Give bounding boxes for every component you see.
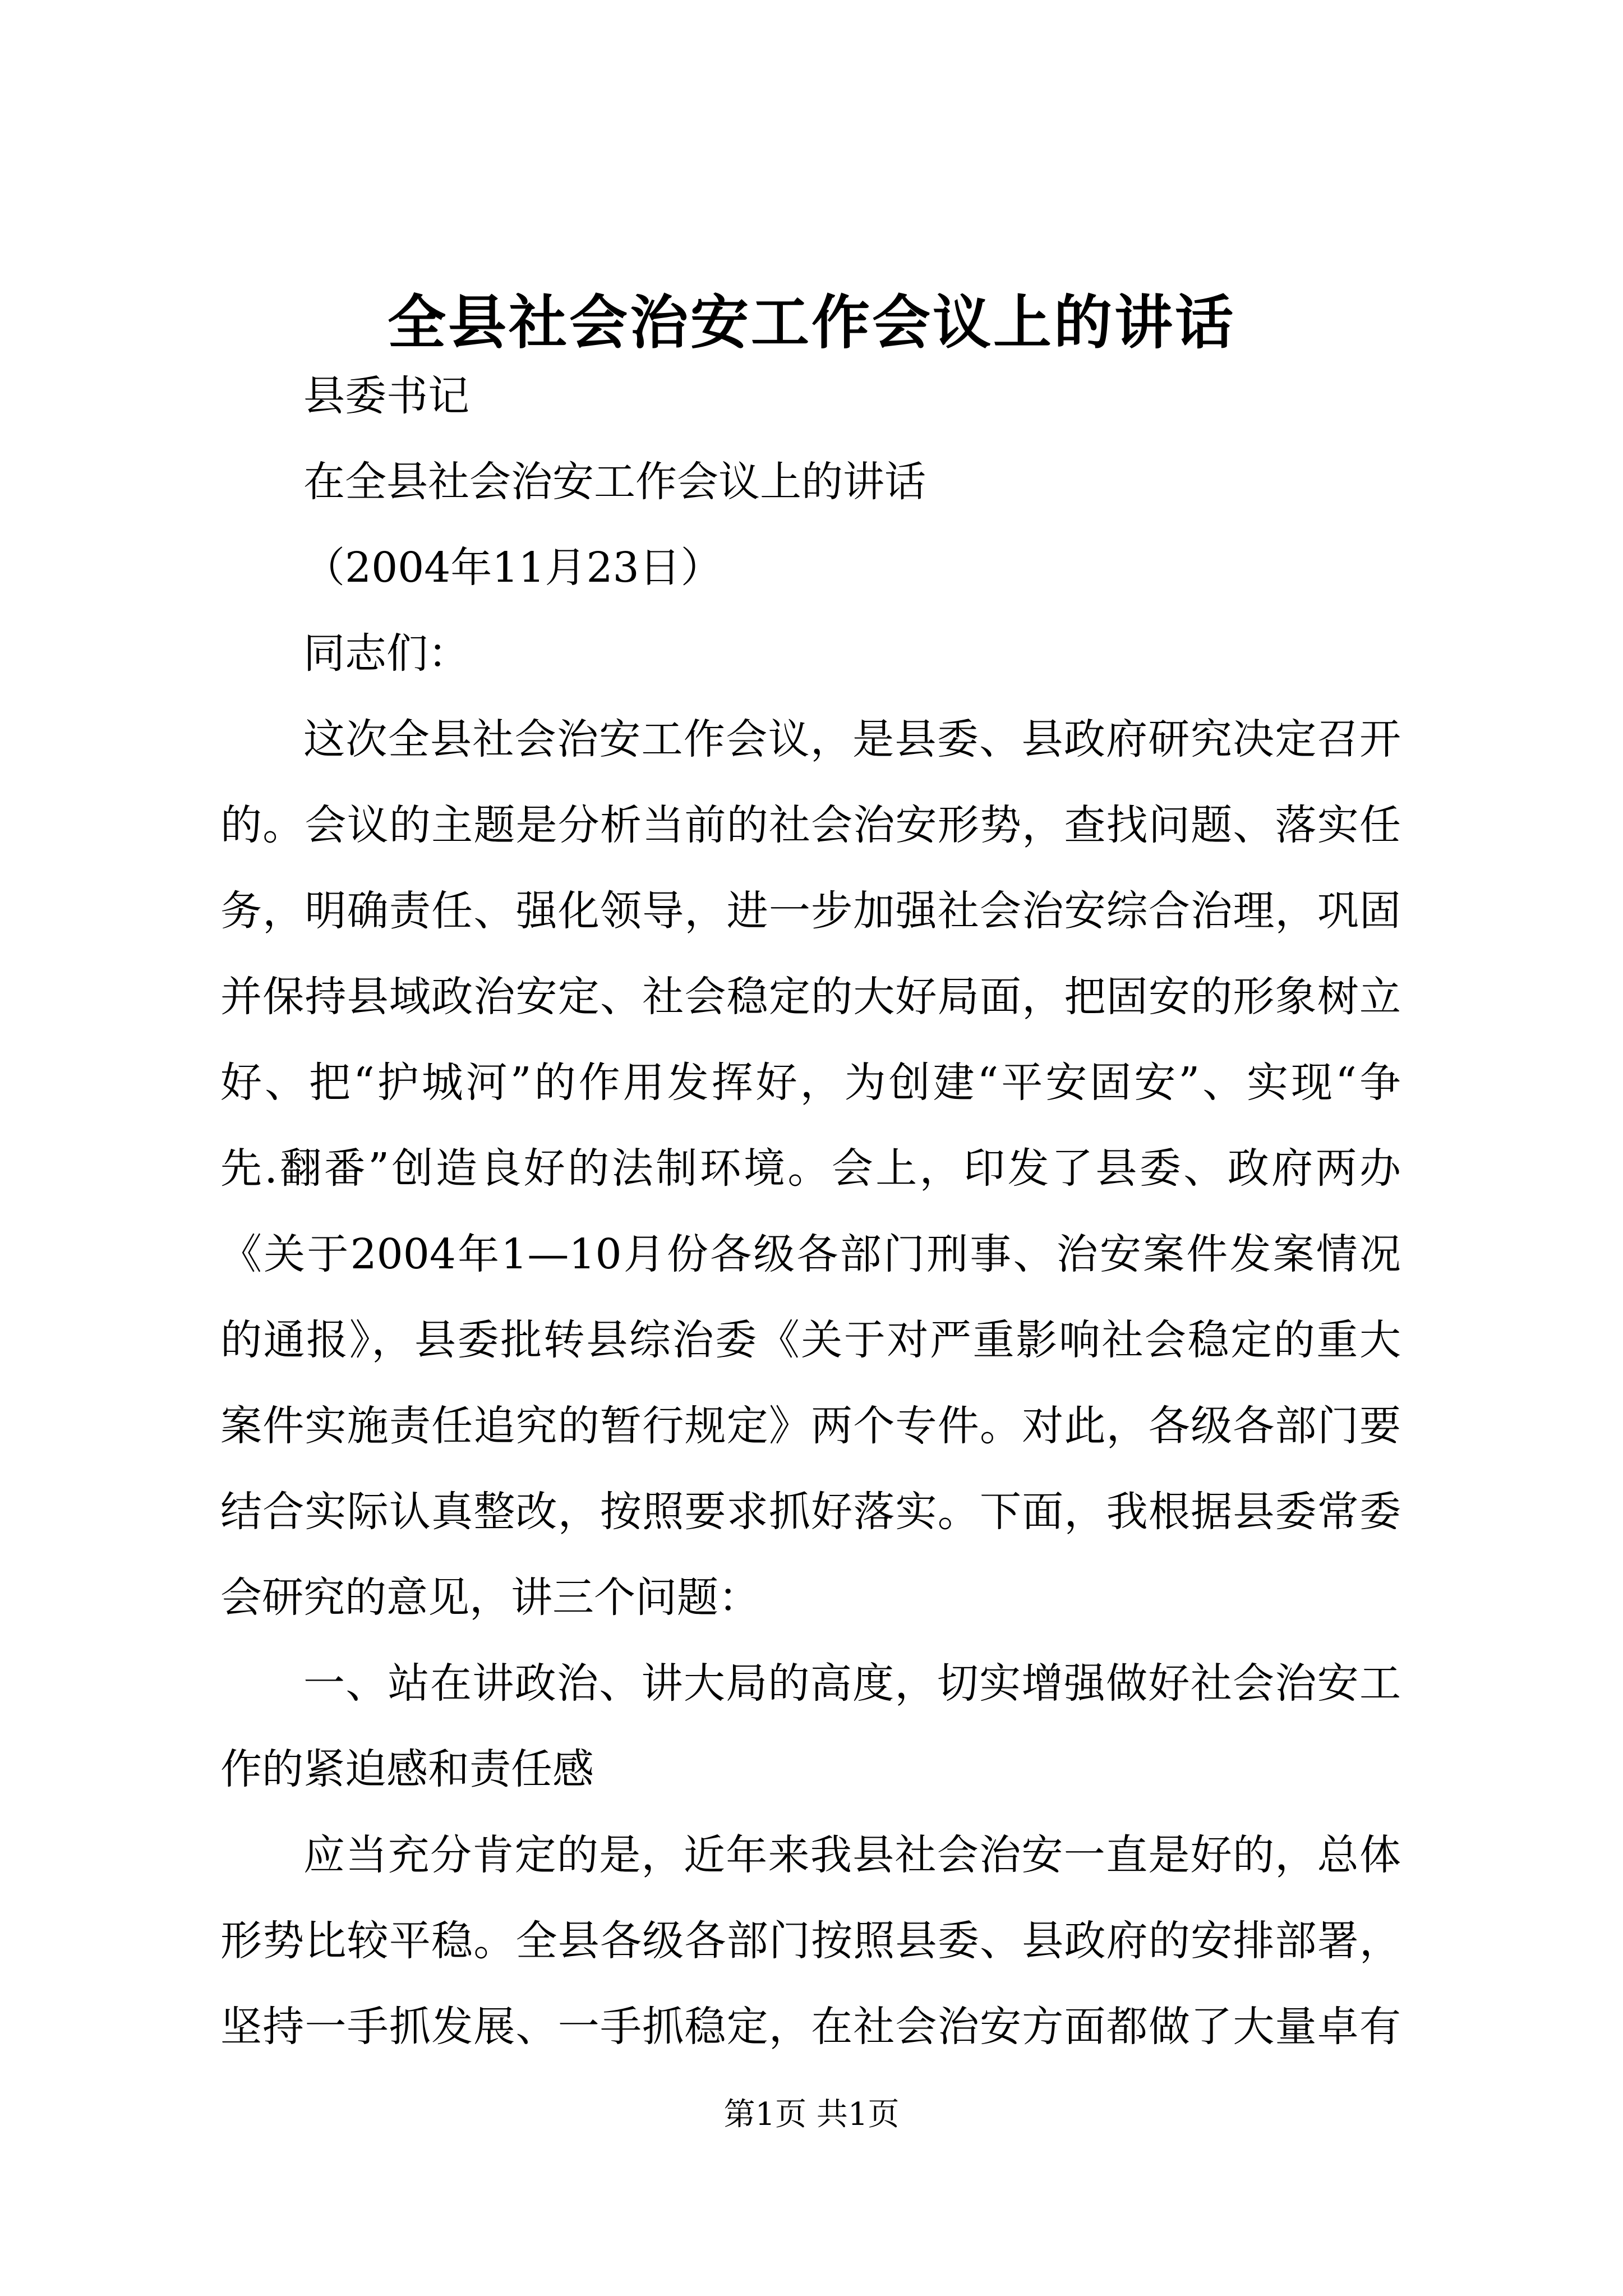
page-footer: 第1页 共1页 [723,2096,900,2133]
author-line: 县委书记 [303,372,469,420]
speech-title-line: 在全县社会治安工作会议上的讲话 [303,458,926,506]
salutation-line: 同志们： [303,629,469,678]
paragraph-line: 会研究的意见，讲三个问题： [220,1573,760,1622]
paragraph-line: 并保持县域政治安定、社会稳定的大好局面，把固安的形象树立 [220,973,1401,1021]
paragraph-line: 这次全县社会治安工作会议，是县委、县政府研究决定召开 [303,715,1401,763]
section-heading-line: 一、站在讲政治、讲大局的高度，切实增强做好社会治安工 [303,1659,1401,1708]
paragraph-line: 坚持一手抓发展、一手抓稳定，在社会治安方面都做了大量卓有 [220,2003,1401,2051]
date-line: （2004年11月23日） [303,544,722,592]
paragraph-line: 应当充分肯定的是，近年来我县社会治安一直是好的，总体 [303,1831,1401,1879]
paragraph-line: 的通报》，县委批转县综治委《关于对严重影响社会稳定的重大 [220,1316,1401,1364]
paragraph-line: 的。会议的主题是分析当前的社会治安形势，查找问题、落实任 [220,801,1401,849]
paragraph-line: 务，明确责任、强化领导，进一步加强社会治安综合治理，巩固 [220,887,1401,935]
paragraph-line: 先.翻番”创造良好的法制环境。会上，印发了县委、政府两办 [220,1144,1401,1193]
paragraph-line: 好、把“护城河”的作用发挥好，为创建“平安固安”、实现“争 [220,1059,1401,1107]
paragraph-line: 形势比较平稳。全县各级各部门按照县委、县政府的安排部署， [220,1917,1401,1965]
paragraph-line: 《关于2004年1—10月份各级各部门刑事、治安案件发案情况 [220,1230,1401,1278]
document-body [220,353,1401,2070]
document-title: 全县社会治安工作会议上的讲话 [387,288,1235,357]
paragraph-line: 结合实际认真整改，按照要求抓好落实。下面，我根据县委常委 [220,1488,1401,1536]
section-heading-line: 作的紧迫感和责任感 [220,1745,594,1793]
paragraph-line: 案件实施责任追究的暂行规定》两个专件。对此，各级各部门要 [220,1402,1401,1450]
